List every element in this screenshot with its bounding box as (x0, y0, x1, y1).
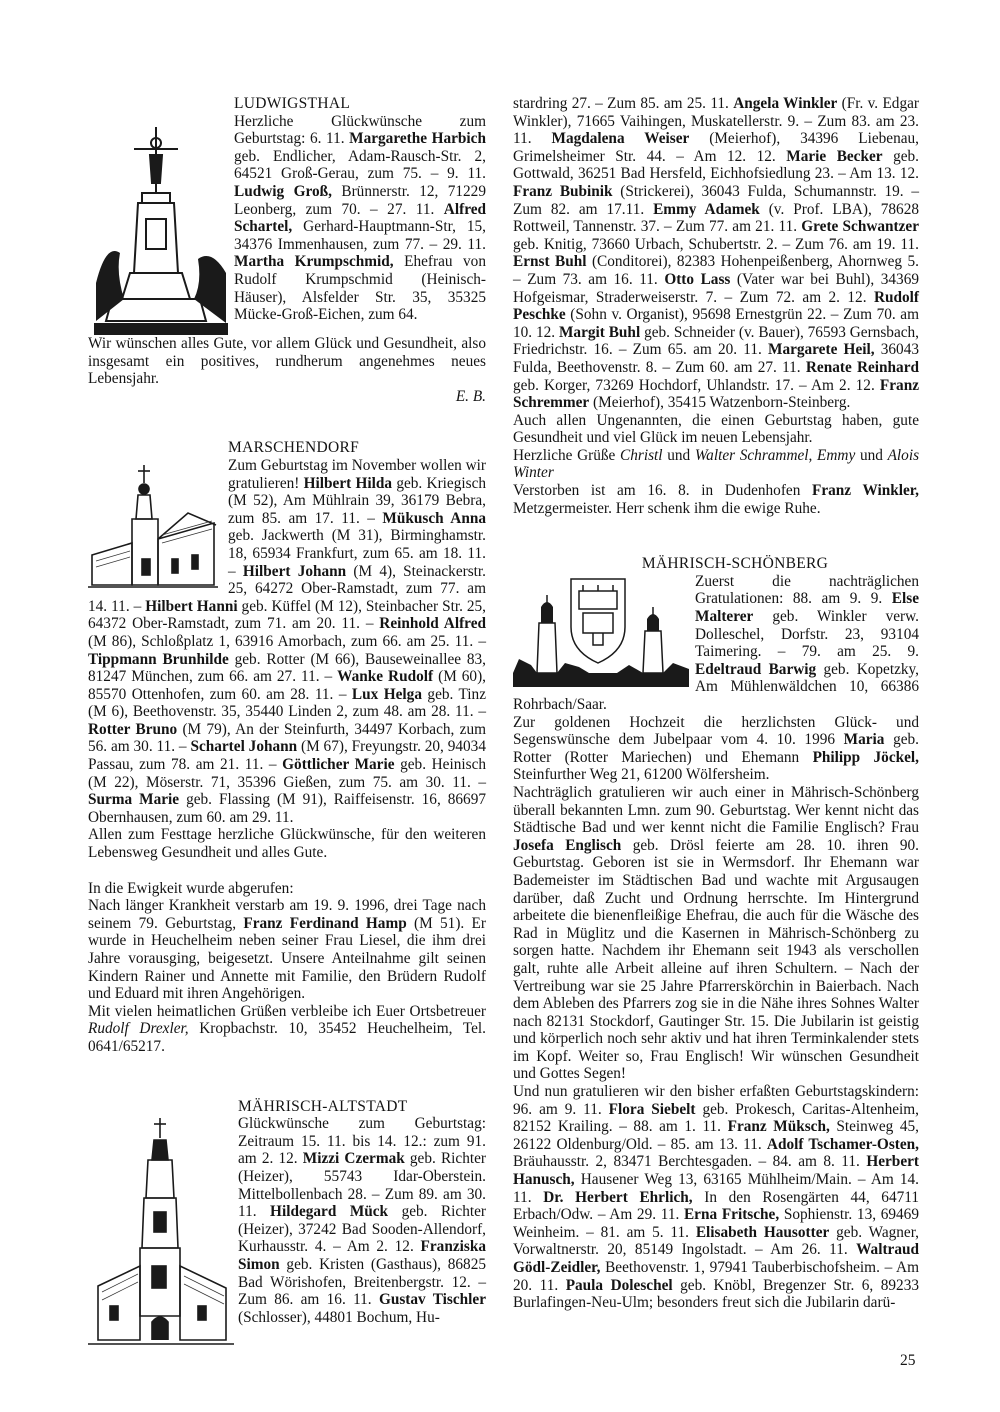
ludwigsthal-signature-row (88, 388, 486, 406)
marschendorf-obituary (88, 897, 486, 1003)
person-name: Franz Schremmer (513, 376, 919, 412)
text-run: geb. Jackwerth (M 31), Birminghamstr. 18, 65934 Frankfurt, zum 65. am 18. 11. – (228, 527, 486, 580)
text-run: 36043 Fulda, Beethovenstr. 8. – Zum 60. am 27. 11. (513, 341, 919, 376)
person-name: Dr. Herbert Ehrlich, (543, 1188, 693, 1206)
text-run: geb. Rotter (M 66), Bauseweinallee 83, 81247 München, zum 66. am 27. 11. – (88, 650, 487, 686)
person-name: Edeltraud Barwig (695, 660, 817, 678)
text-run: Zur goldenen Hochzeit die herzlichsten Glück- und Segenswünsche dem Jubelpaar vom 4. 10. 1996 (513, 713, 919, 749)
person-name: Hilbert Hilda (303, 474, 393, 492)
maehrisch-schoenberg-englisch-article (513, 784, 919, 1083)
maehrisch-schoenberg-birthdays (513, 1083, 919, 1312)
text-run: Nachträglich gratulieren wir auch einer in Mährisch-Schönberg überall bekannten Lmn. zum 90. Geburtstag. Wer kennt nicht das Städtische Bad und wer kennt nicht die Familie Englisch? Frau (513, 783, 919, 837)
text-run: Bräuhausstr. 2, 83471 Berchtesgaden. – 84. am 8. 11. (513, 1153, 867, 1171)
italic-name: Alois Winter (513, 446, 920, 482)
text-run: Ehefrau von Rudolf Krumpschmid (Heinisch-Häuser), Alsfelder Str. 35, 35325 Mücke-Groß-Eichen, zum 64. (234, 253, 486, 324)
person-name: Waltraud Gödl-Zeidler, (513, 1241, 919, 1276)
person-name: Hilbert Johann (242, 562, 347, 580)
person-name: Angela Winkler (733, 95, 838, 112)
text-run: (M 4), Steinackerstr. 25, 64272 Ober-Ramstadt, zum 77. am 14. 11. – (88, 562, 486, 615)
text-run: geb. Küffel (M 12), Steinbacher Str. 25, 64372 Ober-Ramstadt, zum 71. am 20. 11. – (88, 597, 486, 633)
section-marschendorf (88, 439, 486, 1055)
person-name: Grete Schwantzer (801, 218, 920, 236)
text-run: geb. Endlicher, Adam-Rausch-Str. 2, 64521 Groß-Gerau, zum 75. – 9. 11. (234, 147, 486, 183)
person-name: Else Malterer (695, 590, 919, 626)
section-title-maehrisch-altstadt: MÄHRISCH-ALTSTADT (238, 1097, 408, 1115)
section-title-maehrisch-schoenberg: MÄHRISCH-SCHÖNBERG (641, 555, 829, 573)
person-name: Marie Becker (786, 147, 883, 165)
person-name: Renate Reinhard (805, 358, 920, 376)
section-maehrisch-schoenberg (513, 555, 919, 1312)
person-name: Erna Fritsche, (683, 1206, 780, 1224)
person-name: Paula Doleschel (565, 1276, 673, 1294)
text-run: Und nun gratulieren wir den bisher erfaßten Geburtstagskindern: 96. am 9. 11. (513, 1083, 919, 1118)
text-run: (Conditorei), 82383 Hohenpeißenberg, Ahornweg 5. – Zum 73. am 16. 11. (513, 253, 919, 288)
text-run: Gerhard-Hauptmann-Str, 15, 34376 Immenhausen, zum 77. – 29. 11. (234, 218, 486, 253)
person-name: Adolf Tschamer-Osten, (766, 1135, 919, 1153)
person-name: Otto Lass (664, 270, 731, 288)
text-run: geb. Winkler verw. Dolleschel, Dorfstr. 23, 93104 Taimering. – 79. am 25. 9. (695, 608, 919, 661)
left-column (88, 95, 486, 1352)
maehrisch-altstadt-wishes: Auch allen Ungenannten, die einen Geburtstag haben, gute Gesundheit und viel Glück im neuen Lebensjahr. (513, 411, 919, 447)
person-name: Schartel Johann (190, 738, 298, 756)
marschendorf-closing (88, 1003, 486, 1056)
person-name: Magdalena Weiser (551, 130, 690, 148)
person-name: Göttlicher Marie (282, 756, 395, 774)
person-name: Ludwig Groß, (234, 182, 332, 200)
text-run: geb. Richter (Heizer), 37242 Bad Sooden-Allendorf, Kurhausstr. 4. – Am 2. 12. (238, 1203, 486, 1256)
text-run: Metzgermeister. Herr schenk ihm die ewige Ruhe. (513, 499, 821, 517)
person-name: Hilbert Hanni (145, 597, 238, 615)
text-run: Hausener Weg 13, 63165 Mühlheim/Main. – Am 14. 11. (513, 1171, 919, 1206)
text-run: geb. Knöbl, Bregenzer Str. 6, 89233 Burlafingen-Neu-Ulm; besonders freut sich die Jubilarin darü- (513, 1276, 920, 1312)
italic-name: Walter Schrammel, Emmy (694, 446, 856, 464)
person-name: Franz Bubinik (513, 182, 613, 200)
text-run: (Fr. v. Edgar Winkler), 71665 Vaihingen, Muskatellerstr. 9. – Zum 83. am 23. 11. (513, 95, 919, 148)
section-title-marschendorf: MARSCHENDORF (228, 439, 360, 457)
person-name: Margarete Heil, (768, 341, 875, 359)
text-run: geb. Kopetzky, Am Mühlenwäldchen 10, 66386 Rohrbach/Saar. (513, 660, 919, 713)
person-name: Franz Winkler, (812, 482, 919, 500)
text-run: geb. Schneider (v. Bauer), 76593 Gernsbach, Friedrichstr. 16. – Zum 65. am 20. 11. (513, 323, 919, 359)
text-run: (Meierhof), 34396 Liebenau, Grimelsheimer Str. 44. – Am 12. 12. (513, 130, 919, 165)
text-run: (M 51). Er wurde in Heuchelheim neben seiner Frau Liesel, die ihm drei Jahre vorausging, beigesetzt. Unsere Anteilnahme gilt seinen Kindern Rainer und Annette mit Familie, den Brüdern Rudolf und Eduard mit ihren Angehörigen. (88, 914, 486, 1003)
town-church-icon (88, 1116, 234, 1352)
person-name: Emmy Adamek (653, 200, 760, 218)
right-column (513, 95, 919, 1312)
marschendorf-wishes: Allen zum Festtage herzliche Glückwünsche, für den weiteren Lebensweg Gesundheit und alles Gute. (88, 826, 486, 862)
text-run: geb. Rotter (Rotter Mariechen) und Ehemann (513, 731, 919, 766)
text-run: (M 86), Schloßplatz 1, 63916 Amorbach, zum 66. am 25. 11. – (88, 632, 486, 650)
person-name: Franz Ferdinand Hamp (243, 914, 407, 932)
person-name: Flora Siebelt (608, 1100, 696, 1118)
text-run: (M 67), Freyungstr. 20, 94034 Passau, zum 78. am 21. 11. – (88, 738, 486, 774)
text-run: (M 60), 85570 Ottenhofen, zum 60. am 28. 11. – (88, 668, 486, 703)
text-run: Zum Geburtstag im November wollen wir gratulieren! (228, 456, 486, 492)
text-run: geb. Prokesch, Caritas-Altenheim, 82152 Krailing. – 88. am 1. 11. (513, 1100, 919, 1136)
text-run: (Meierhof), 35415 Watzenborn-Steinberg. (589, 394, 851, 412)
text-run: geb. Knitig, 73660 Urbach, Schubertstr. 2. – Zum 76. am 19. 11. (513, 235, 919, 253)
text-run: Mit vielen heimatlichen Grüßen verbleibe ich Euer Ortsbetreuer (88, 1002, 486, 1020)
text-run: (Schlosser), 44801 Bochum, Hu- (238, 1308, 440, 1326)
text-run: Steinfurther Weg 21, 61200 Wölfersheim. (513, 766, 770, 784)
maehrisch-altstadt-obituary (513, 482, 919, 517)
maehrisch-altstadt-greetings (513, 447, 919, 482)
text-run: Verstorben ist am 16. 8. in Dudenhofen (513, 482, 813, 500)
text-run: geb. Korger, 73269 Hochdorf, Uhlandstr. 17. – Am 2. 12. (513, 376, 880, 394)
text-run: Brünnerstr. 12, 71229 Leonberg, zum 70. – 27. 11. (234, 182, 486, 218)
person-name: Rudolf Peschke (513, 288, 919, 324)
ludwigsthal-signature: E. B. (455, 387, 486, 405)
person-name: Reinhold Alfred (379, 615, 486, 633)
person-name: Herbert Hanusch, (513, 1153, 919, 1189)
person-name: Hildegard Mück (270, 1203, 389, 1221)
text-run: In den Rosengärten 44, 64711 Erbach/Odw. – Am 29. 11. (513, 1188, 919, 1224)
person-name: Ernst Buhl (513, 253, 587, 271)
person-name: Elisabeth Hausotter (695, 1223, 830, 1241)
text-run: Kropbachstr. 10, 35452 Heuchelheim, Tel. 0641/65217. (88, 1020, 487, 1055)
maehrisch-altstadt-birthdays-continued (513, 95, 919, 412)
text-run: (Sohn v. Organist), 95698 Ernestgrün 22. – Zum 70. am 10. 12. (513, 306, 919, 341)
text-run: geb. Tinz (M 6), Beethovenstr. 35, 35440 Linden 2, zum 48. am 28. 11. – (88, 685, 486, 721)
person-name: Mükusch Anna (382, 509, 486, 527)
page-number: 25 (900, 1352, 916, 1369)
person-name: Margarethe Harbich (349, 130, 486, 148)
section-maehrisch-altstadt (88, 1098, 486, 1327)
text-run: (Strickerei), 36043 Fulda, Schumannstr. 19. – Zum 82. am 17.11. (513, 182, 919, 218)
text-run: Beethovenstr. 1, 97941 Tauberbischofsheim. – Am 20. 11. (513, 1259, 919, 1294)
text-run: und (855, 446, 888, 464)
text-run: Nach länger Krankheit verstarb am 19. 9. 1996, drei Tage nach seinem 79. Geburtstag, (88, 897, 486, 932)
section-maehrisch-altstadt-continued (513, 95, 919, 517)
text-run: Sophienstr. 13, 69469 Weinheim. – 81. am 5. 11. (513, 1206, 919, 1241)
person-name: Gustav Tischler (378, 1291, 486, 1309)
person-name: Lux Helga (351, 685, 422, 703)
wayside-cross-icon (94, 123, 228, 335)
text-run: Herzliche Grüße (513, 446, 621, 464)
person-name: Rotter Bruno (88, 720, 178, 738)
text-run: geb. Gottwald, 36251 Bad Hersfeld, Eichhofsiedlung 23. – Am 13. 12. (513, 147, 919, 183)
text-run: geb. Flassing (M 91), Raiffeisenstr. 16, 86697 Obernhausen, zum 60. am 29. 11. (88, 791, 486, 826)
section-ludwigsthal (88, 95, 486, 405)
text-run: Glückwünsche zum Geburtstag: Zeitraum 15. 11. bis 14. 12.: zum 91. am 2. 12. (238, 1115, 486, 1168)
text-run: geb. Drösl feierte am 28. 10. ihren 90. Geburtstag. Geboren ist sie in Wermsdorf. Ihr Ehemann war Bademeister im Städtischen Bad und wachte mit Argusaugen darüber, daß Zucht und Ordnung herrschte. Im Hintergrund arbeitete die bienenfleißige Ehefrau, die auch für die Wäsche des Rad in Müglitz und die Kasernen in Mährisch-Schönberg zu sorgen hatte. Nachdem ihr Ehemann seit 1943 als verschollen galt, ruhte alle Arbeit alleine auf ihren Schultern. – Nach der Vertreibung war sie 25 Jahre Pfarrerskörchin in Baierbach. Nach dem Ableben des Pfarrers zog sie in die Nähe ihres Sohnes Walter nach 82131 Stockdorf, Gautinger Str. 15. Die Jubilarin ist geistig und körperlich noch sehr aktiv und hat ihren Terminkalender stets im Kopf. Weiter so, Frau Englisch! Wir wünschen Gesundheit und Gottes Segen! (513, 836, 919, 1083)
italic-name: Christl (620, 446, 663, 464)
person-name: Alfred Schartel, (234, 200, 486, 236)
text-run: geb. Kriegisch (M 52), Am Mühlrain 39, 36179 Bebra, zum 85. am 17. 11. – (228, 474, 487, 527)
person-name: Franziska Simon (238, 1238, 486, 1273)
person-name: Margit Buhl (558, 323, 641, 341)
person-name: Josefa Englisch (513, 836, 622, 854)
marschendorf-deaths-heading: In die Ewigkeit wurde abgerufen: (88, 879, 294, 897)
person-name: Maria (843, 731, 885, 749)
text-run: Herzliche Glückwünsche zum Geburtstag: 6. 11. (234, 112, 486, 148)
maehrisch-schoenberg-golden-wedding (513, 714, 919, 784)
ludwigsthal-wishes: Wir wünschen alles Gute, vor allem Glück und Gesundheit, also insgesamt ein positives, rundherum angenehmes neues Lebensjahr. (88, 335, 486, 388)
text-run: (v. Prof. LBA), 78628 Rottweil, Tannenstr. 37. – Zum 77. am 21. 11. (513, 200, 920, 236)
person-name: Martha Krumpschmid, (234, 253, 394, 271)
person-name: Surma Marie (88, 791, 180, 809)
town-coat-of-arms-icon (513, 575, 689, 687)
church-icon (88, 463, 218, 595)
text-run: (Vater war bei Buhl), 34369 Hofgeismar, Straderweiserstr. 7. – Zum 72. am 2. 12. (513, 270, 919, 306)
person-name: Mizzi Czermak (302, 1150, 405, 1168)
text-run: geb. Kristen (Gasthaus), 86825 Bad Wörishofen, Breitenbergstr. 12. – Zum 86. am 16. 11. (238, 1255, 486, 1309)
text-run: geb. Wagner, Vorwaltnerstr. 20, 85149 Ingolstadt. – Am 26. 11. (513, 1223, 919, 1259)
person-name: Philipp Jöckel, (812, 748, 919, 766)
person-name: Wanke Rudolf (337, 668, 434, 686)
text-run: stardring 27. – Zum 85. am 25. 11. (513, 95, 734, 112)
text-run: geb. Richter (Heizer), 55743 Idar-Oberstein. Mittelbollenbach 28. – Zum 89. am 30. 11. (238, 1150, 486, 1221)
text-run: Steinweg 45, 26122 Oldenburg/Old. – 85. am 13. 11. (513, 1118, 919, 1153)
text-run: und (662, 446, 695, 464)
italic-name: Rudolf Drexler, (88, 1020, 189, 1038)
section-title-ludwigsthal: LUDWIGSTHAL (234, 95, 351, 112)
text-run: (M 79), An der Steinfurth, 34497 Korbach, zum 56. am 30. 11. – (88, 720, 486, 756)
text-run: Zuerst die nachträglichen Gratulationen: 88. am 9. 9. (695, 572, 919, 608)
person-name: Tippmann Brunhilde (88, 650, 229, 668)
text-run: geb. Heinisch (M 22), Möserstr. 71, 35396 Gießen, zum 75. am 30. 11. – (88, 756, 487, 791)
person-name: Franz Müksch, (727, 1118, 830, 1136)
